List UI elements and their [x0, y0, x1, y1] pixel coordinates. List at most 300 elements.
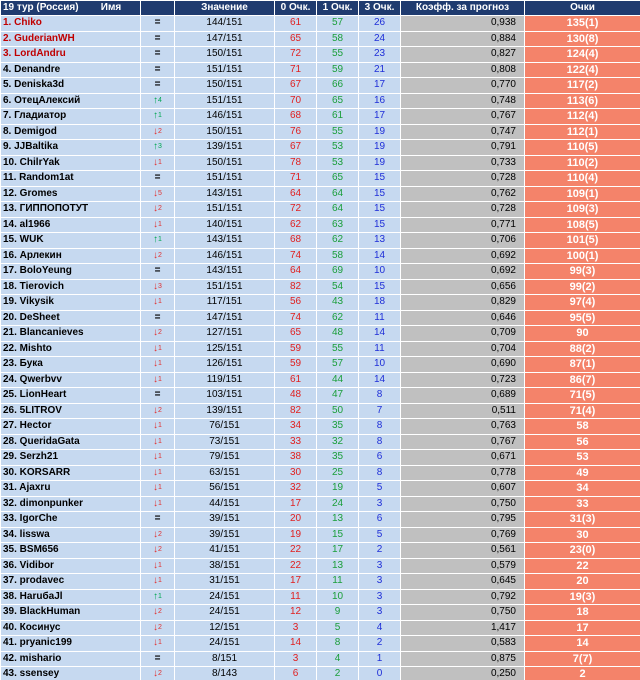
zero-points-cell: 14 [275, 636, 317, 652]
trend-change: 2 [158, 623, 162, 631]
points-cell: 100(1) [525, 248, 640, 264]
trend-cell [141, 527, 175, 543]
trend-change: 1 [158, 158, 162, 166]
arrow-down-icon: ↓ [153, 218, 159, 230]
points-cell: 88(2) [525, 341, 640, 357]
points-cell: 90 [525, 326, 640, 342]
zero-points-cell: 22 [275, 543, 317, 559]
player-name: 31. Ajaxru [1, 481, 141, 497]
value-cell: 151/151 [175, 171, 275, 187]
trend-change: 1 [158, 112, 162, 120]
one-point-cell: 25 [317, 465, 359, 481]
zero-points-cell: 67 [275, 140, 317, 156]
points-cell: 135(1) [525, 16, 640, 32]
player-name: 4. Denandre [1, 62, 141, 78]
trend-equal: = [154, 172, 161, 184]
player-name: 34. lisswa [1, 527, 141, 543]
player-name: 8. Demigod [1, 124, 141, 140]
points-cell: 99(3) [525, 264, 640, 280]
table-row [1, 496, 640, 512]
value-cell: 63/151 [175, 465, 275, 481]
trend-change: 2 [158, 608, 162, 616]
coef-cell: 0,645 [401, 574, 525, 590]
zero-points-cell: 71 [275, 62, 317, 78]
points-cell: 110(5) [525, 140, 640, 156]
zero-points-cell: 68 [275, 109, 317, 125]
trend-equal: = [154, 32, 161, 44]
one-point-cell: 44 [317, 372, 359, 388]
zero-points-cell: 71 [275, 171, 317, 187]
trend-cell [141, 109, 175, 125]
points-cell: 18 [525, 605, 640, 621]
three-points-cell: 14 [359, 326, 401, 342]
value-cell: 151/151 [175, 62, 275, 78]
trend-cell [141, 310, 175, 326]
player-name: 16. Арлекин [1, 248, 141, 264]
coef-cell: 0,250 [401, 667, 525, 680]
value-cell: 150/151 [175, 78, 275, 94]
coef-cell: 0,728 [401, 202, 525, 218]
three-points-cell: 23 [359, 47, 401, 63]
player-name: 21. Blancanieves [1, 326, 141, 342]
value-cell: 73/151 [175, 434, 275, 450]
table-row [1, 450, 640, 466]
one-point-cell: 62 [317, 233, 359, 249]
coef-cell: 0,769 [401, 527, 525, 543]
arrow-down-icon: ↓ [153, 187, 159, 199]
arrow-down-icon: ↓ [153, 280, 159, 292]
player-name: 36. Vidibor [1, 558, 141, 574]
coef-cell: 0,875 [401, 651, 525, 667]
arrow-down-icon: ↓ [153, 544, 159, 556]
three-points-cell: 7 [359, 403, 401, 419]
header-row [1, 1, 640, 16]
table-row [1, 109, 640, 125]
coef-cell: 0,938 [401, 16, 525, 32]
points-cell: 113(6) [525, 93, 640, 109]
table-row [1, 465, 640, 481]
coef-cell: 0,704 [401, 341, 525, 357]
player-name: 7. Гладиатор [1, 109, 141, 125]
coef-cell: 0,671 [401, 450, 525, 466]
coef-cell: 0,767 [401, 434, 525, 450]
value-cell: 143/151 [175, 264, 275, 280]
player-name: 15. WUK [1, 233, 141, 249]
trend-change: 2 [158, 127, 162, 135]
points-cell: 117(2) [525, 78, 640, 94]
arrow-down-icon: ↓ [153, 156, 159, 168]
trend-cell [141, 124, 175, 140]
one-point-cell: 13 [317, 558, 359, 574]
table-row [1, 605, 640, 621]
trend-cell [141, 419, 175, 435]
three-points-cell: 2 [359, 636, 401, 652]
three-points-cell: 15 [359, 279, 401, 295]
header-zero: 0 Очк. [275, 1, 317, 16]
player-name: 25. LionHeart [1, 388, 141, 404]
coef-cell: 0,770 [401, 78, 525, 94]
table-row [1, 155, 640, 171]
points-cell: 17 [525, 620, 640, 636]
table-row [1, 217, 640, 233]
one-point-cell: 61 [317, 109, 359, 125]
zero-points-cell: 74 [275, 248, 317, 264]
trend-cell [141, 16, 175, 32]
header-value: Значение [175, 1, 275, 16]
arrow-down-icon: ↓ [153, 373, 159, 385]
zero-points-cell: 19 [275, 527, 317, 543]
one-point-cell: 66 [317, 78, 359, 94]
table-row [1, 295, 640, 311]
one-point-cell: 57 [317, 16, 359, 32]
one-point-cell: 64 [317, 202, 359, 218]
table-row [1, 434, 640, 450]
three-points-cell: 2 [359, 543, 401, 559]
zero-points-cell: 33 [275, 434, 317, 450]
zero-points-cell: 67 [275, 78, 317, 94]
trend-cell [141, 186, 175, 202]
points-cell: 14 [525, 636, 640, 652]
value-cell: 140/151 [175, 217, 275, 233]
value-cell: 139/151 [175, 403, 275, 419]
points-cell: 71(4) [525, 403, 640, 419]
trend-cell [141, 155, 175, 171]
arrow-down-icon: ↓ [153, 125, 159, 137]
three-points-cell: 21 [359, 62, 401, 78]
table-row [1, 140, 640, 156]
table-row [1, 78, 640, 94]
one-point-cell: 4 [317, 651, 359, 667]
trend-change: 1 [158, 639, 162, 647]
trend-change: 2 [158, 205, 162, 213]
value-cell: 44/151 [175, 496, 275, 512]
points-cell: 110(2) [525, 155, 640, 171]
player-name: 14. al1966 [1, 217, 141, 233]
one-point-cell: 55 [317, 47, 359, 63]
zero-points-cell: 64 [275, 186, 317, 202]
one-point-cell: 13 [317, 512, 359, 528]
trend-equal: = [154, 79, 161, 91]
zero-points-cell: 22 [275, 558, 317, 574]
zero-points-cell: 78 [275, 155, 317, 171]
table-row [1, 310, 640, 326]
player-name: 35. BSM656 [1, 543, 141, 559]
table-row [1, 326, 640, 342]
three-points-cell: 13 [359, 233, 401, 249]
coef-cell: 0,747 [401, 124, 525, 140]
coef-cell: 0,791 [401, 140, 525, 156]
player-name: 43. ssensey [1, 667, 141, 680]
one-point-cell: 35 [317, 419, 359, 435]
trend-cell [141, 496, 175, 512]
one-point-cell: 19 [317, 481, 359, 497]
trend-cell [141, 264, 175, 280]
arrow-down-icon: ↓ [153, 451, 159, 463]
points-cell: 122(4) [525, 62, 640, 78]
player-name: 13. ГИППОПОТУТ [1, 202, 141, 218]
three-points-cell: 6 [359, 450, 401, 466]
player-name: 1. Chiko [1, 16, 141, 32]
coef-cell: 0,792 [401, 589, 525, 605]
value-cell: 139/151 [175, 140, 275, 156]
value-cell: 150/151 [175, 47, 275, 63]
three-points-cell: 0 [359, 667, 401, 680]
trend-change: 1 [158, 468, 162, 476]
table-row [1, 31, 640, 47]
coef-cell: 0,692 [401, 264, 525, 280]
coef-cell: 0,767 [401, 109, 525, 125]
coef-cell: 0,762 [401, 186, 525, 202]
points-cell: 124(4) [525, 47, 640, 63]
trend-cell [141, 217, 175, 233]
player-name: 9. JJBaltika [1, 140, 141, 156]
value-cell: 12/151 [175, 620, 275, 636]
coef-cell: 0,646 [401, 310, 525, 326]
trend-change: 3 [158, 143, 162, 151]
zero-points-cell: 6 [275, 667, 317, 680]
one-point-cell: 64 [317, 186, 359, 202]
arrow-down-icon: ↓ [153, 528, 159, 540]
trend-change: 4 [158, 96, 162, 104]
three-points-cell: 17 [359, 109, 401, 125]
value-cell: 143/151 [175, 233, 275, 249]
player-name: 19. Vikysik [1, 295, 141, 311]
zero-points-cell: 64 [275, 264, 317, 280]
points-cell: 97(4) [525, 295, 640, 311]
player-name: 37. prodavec [1, 574, 141, 590]
table-row [1, 248, 640, 264]
trend-cell [141, 543, 175, 559]
value-cell: 24/151 [175, 636, 275, 652]
arrow-down-icon: ↓ [153, 404, 159, 416]
coef-cell: 0,884 [401, 31, 525, 47]
value-cell: 119/151 [175, 372, 275, 388]
header-tour: 19 тур (Россия) [3, 2, 79, 13]
player-name: 3. LordAndru [1, 47, 141, 63]
three-points-cell: 15 [359, 202, 401, 218]
one-point-cell: 32 [317, 434, 359, 450]
player-name: 12. Gromes [1, 186, 141, 202]
zero-points-cell: 82 [275, 279, 317, 295]
trend-cell [141, 574, 175, 590]
player-name: 2. GuderianWH [1, 31, 141, 47]
coef-cell: 0,750 [401, 605, 525, 621]
arrow-up-icon: ↑ [153, 234, 159, 246]
table-row [1, 62, 640, 78]
points-cell: 19(3) [525, 589, 640, 605]
coef-cell: 0,728 [401, 171, 525, 187]
value-cell: 151/151 [175, 202, 275, 218]
zero-points-cell: 48 [275, 388, 317, 404]
player-name: 10. ChilrYak [1, 155, 141, 171]
player-name: 29. Serzh21 [1, 450, 141, 466]
one-point-cell: 57 [317, 357, 359, 373]
header-trend [141, 1, 175, 16]
player-name: 30. KORSARR [1, 465, 141, 481]
trend-cell [141, 388, 175, 404]
zero-points-cell: 61 [275, 372, 317, 388]
header-coef: Коэфф. за прогноз [401, 1, 525, 16]
coef-cell: 0,709 [401, 326, 525, 342]
zero-points-cell: 61 [275, 16, 317, 32]
three-points-cell: 3 [359, 574, 401, 590]
table-row [1, 667, 640, 680]
arrow-down-icon: ↓ [153, 435, 159, 447]
three-points-cell: 5 [359, 527, 401, 543]
trend-equal: = [154, 63, 161, 75]
arrow-down-icon: ↓ [153, 621, 159, 633]
coef-cell: 0,763 [401, 419, 525, 435]
arrow-up-icon: ↑ [153, 141, 159, 153]
points-cell: 34 [525, 481, 640, 497]
trend-cell [141, 78, 175, 94]
value-cell: 103/151 [175, 388, 275, 404]
three-points-cell: 24 [359, 31, 401, 47]
zero-points-cell: 72 [275, 47, 317, 63]
one-point-cell: 43 [317, 295, 359, 311]
coef-cell: 0,723 [401, 372, 525, 388]
one-point-cell: 59 [317, 62, 359, 78]
trend-cell [141, 403, 175, 419]
trend-cell [141, 202, 175, 218]
points-cell: 112(1) [525, 124, 640, 140]
points-cell: 31(3) [525, 512, 640, 528]
trend-cell [141, 47, 175, 63]
trend-cell [141, 233, 175, 249]
trend-change: 2 [158, 670, 162, 678]
one-point-cell: 2 [317, 667, 359, 680]
table-row [1, 47, 640, 63]
trend-change: 3 [158, 282, 162, 290]
three-points-cell: 6 [359, 512, 401, 528]
points-cell: 53 [525, 450, 640, 466]
value-cell: 8/151 [175, 651, 275, 667]
table-row [1, 558, 640, 574]
coef-cell: 0,750 [401, 496, 525, 512]
zero-points-cell: 11 [275, 589, 317, 605]
arrow-down-icon: ↓ [153, 249, 159, 261]
table-row [1, 264, 640, 280]
three-points-cell: 10 [359, 264, 401, 280]
value-cell: 126/151 [175, 357, 275, 373]
player-name: 26. 5LITROV [1, 403, 141, 419]
three-points-cell: 8 [359, 419, 401, 435]
table-row [1, 186, 640, 202]
player-name: 24. Qwerbvv [1, 372, 141, 388]
trend-change: 1 [158, 453, 162, 461]
player-name: 38. HaruбaJl [1, 589, 141, 605]
table-row [1, 233, 640, 249]
zero-points-cell: 76 [275, 124, 317, 140]
three-points-cell: 8 [359, 434, 401, 450]
arrow-down-icon: ↓ [153, 203, 159, 215]
coef-cell: 0,748 [401, 93, 525, 109]
one-point-cell: 5 [317, 620, 359, 636]
three-points-cell: 8 [359, 388, 401, 404]
table-row [1, 419, 640, 435]
points-cell: 49 [525, 465, 640, 481]
arrow-down-icon: ↓ [153, 559, 159, 571]
points-cell: 99(2) [525, 279, 640, 295]
table-row [1, 93, 640, 109]
arrow-down-icon: ↓ [153, 482, 159, 494]
three-points-cell: 4 [359, 620, 401, 636]
coef-cell: 0,706 [401, 233, 525, 249]
player-name: 11. Random1at [1, 171, 141, 187]
trend-change: 1 [158, 499, 162, 507]
coef-cell: 1,417 [401, 620, 525, 636]
trend-cell [141, 620, 175, 636]
trend-change: 1 [158, 360, 162, 368]
points-cell: 22 [525, 558, 640, 574]
value-cell: 38/151 [175, 558, 275, 574]
trend-cell [141, 434, 175, 450]
arrow-down-icon: ↓ [153, 420, 159, 432]
coef-cell: 0,656 [401, 279, 525, 295]
trend-cell [141, 512, 175, 528]
trend-change: 2 [158, 546, 162, 554]
one-point-cell: 11 [317, 574, 359, 590]
trend-cell [141, 667, 175, 680]
table-row [1, 357, 640, 373]
value-cell: 147/151 [175, 31, 275, 47]
trend-change: 1 [158, 577, 162, 585]
points-cell: 71(5) [525, 388, 640, 404]
trend-cell [141, 589, 175, 605]
player-name: 20. DeSheet [1, 310, 141, 326]
coef-cell: 0,689 [401, 388, 525, 404]
coef-cell: 0,795 [401, 512, 525, 528]
three-points-cell: 3 [359, 558, 401, 574]
trend-change: 1 [158, 561, 162, 569]
zero-points-cell: 32 [275, 481, 317, 497]
points-cell: 108(5) [525, 217, 640, 233]
three-points-cell: 15 [359, 217, 401, 233]
coef-cell: 0,511 [401, 403, 525, 419]
value-cell: 31/151 [175, 574, 275, 590]
header-name: Имя [100, 2, 122, 13]
arrow-down-icon: ↓ [153, 327, 159, 339]
three-points-cell: 10 [359, 357, 401, 373]
three-points-cell: 3 [359, 605, 401, 621]
trend-change: 1 [158, 375, 162, 383]
trend-cell [141, 605, 175, 621]
points-cell: 56 [525, 434, 640, 450]
trend-cell [141, 357, 175, 373]
trend-equal: = [154, 389, 161, 401]
arrow-down-icon: ↓ [153, 637, 159, 649]
table-row [1, 481, 640, 497]
points-cell: 30 [525, 527, 640, 543]
arrow-down-icon: ↓ [153, 606, 159, 618]
value-cell: 150/151 [175, 124, 275, 140]
zero-points-cell: 59 [275, 341, 317, 357]
trend-cell [141, 636, 175, 652]
one-point-cell: 69 [317, 264, 359, 280]
arrow-up-icon: ↑ [153, 110, 159, 122]
table-row [1, 341, 640, 357]
trend-cell [141, 171, 175, 187]
trend-cell [141, 326, 175, 342]
three-points-cell: 19 [359, 155, 401, 171]
coef-cell: 0,733 [401, 155, 525, 171]
arrow-down-icon: ↓ [153, 296, 159, 308]
zero-points-cell: 68 [275, 233, 317, 249]
value-cell: 144/151 [175, 16, 275, 32]
zero-points-cell: 74 [275, 310, 317, 326]
points-cell: 58 [525, 419, 640, 435]
arrow-down-icon: ↓ [153, 575, 159, 587]
